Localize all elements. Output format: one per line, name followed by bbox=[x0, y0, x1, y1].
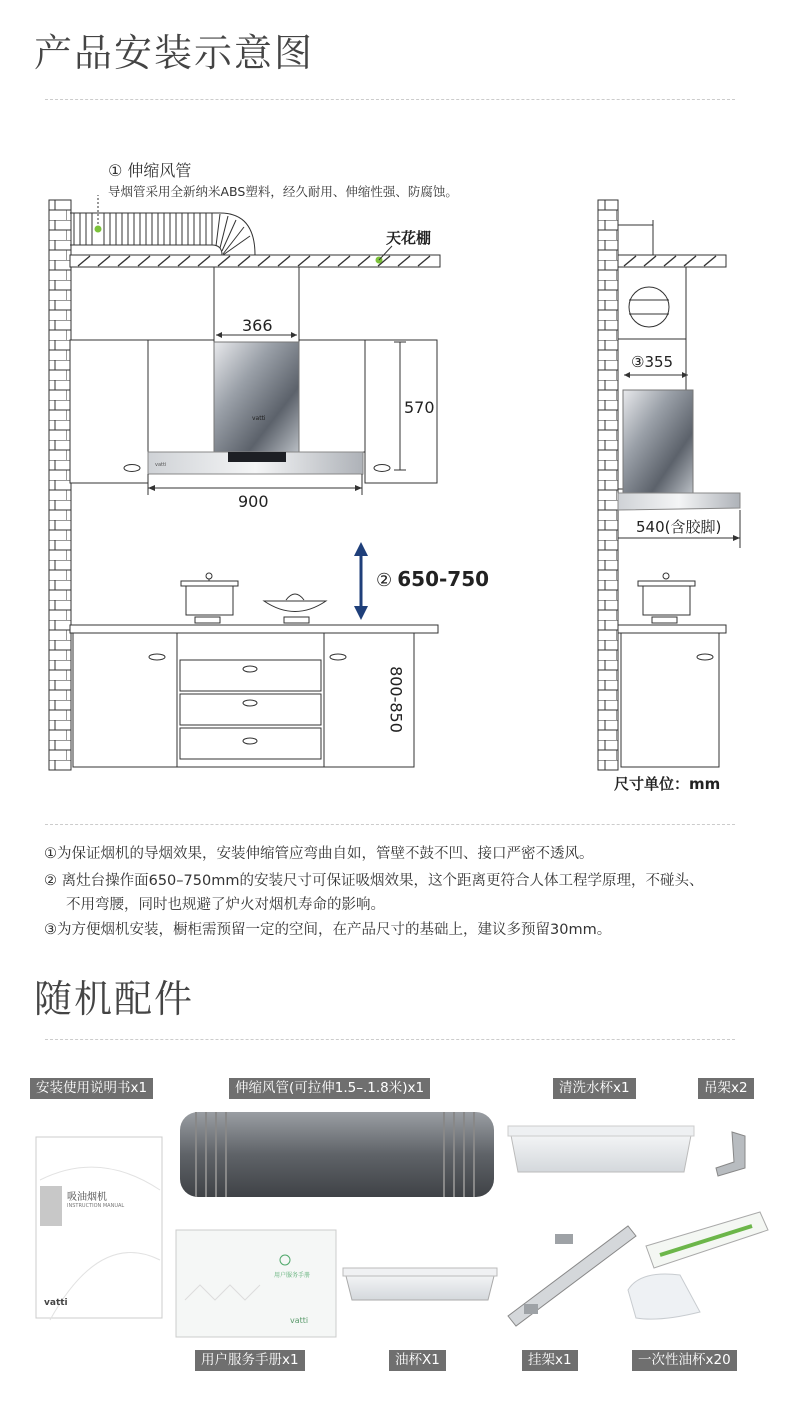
service-book-brand: vatti bbox=[290, 1316, 309, 1325]
left-wall bbox=[49, 200, 71, 770]
counter-height-label: 800-850 bbox=[386, 666, 406, 733]
dimension-366: 366 bbox=[242, 316, 273, 335]
dimension-900: 900 bbox=[238, 492, 269, 511]
accessory-label-disposable-cups: 一次性油杯x20 bbox=[632, 1350, 737, 1371]
cleaning-cup-image bbox=[508, 1126, 694, 1172]
note-2a: ② 离灶台操作面650–750mm的安装尺寸可保证吸烟效果，这个距离更符合人体工程学原理，不碰头、 bbox=[44, 873, 704, 889]
height-label bbox=[376, 567, 489, 591]
side-dimension-355: ③355 bbox=[631, 353, 674, 371]
duct-marker-dot bbox=[95, 226, 102, 233]
hanging-rack-image bbox=[508, 1226, 636, 1326]
note-2b: 不用弯腰，同时也规避了炉火对烟机寿命的影响。 bbox=[66, 897, 385, 913]
service-book-label: 用户服务手册 bbox=[274, 1272, 311, 1279]
section-title-accessories: 随机配件 bbox=[34, 977, 195, 1021]
service-book-image bbox=[176, 1230, 336, 1337]
divider bbox=[45, 99, 735, 100]
svg-text:vatti: vatti bbox=[252, 415, 266, 422]
manual-brand: vatti bbox=[44, 1298, 68, 1308]
cookware bbox=[181, 573, 326, 623]
manual-image bbox=[36, 1137, 162, 1320]
disposable-cups-image bbox=[628, 1212, 768, 1319]
side-duct bbox=[629, 287, 669, 327]
manual-title: 吸油烟机 bbox=[67, 1192, 107, 1203]
accessory-label-duct: 伸缩风管(可拉伸1.5–.1.8米)x1 bbox=[229, 1078, 430, 1099]
height-label-value: 650-750 bbox=[397, 567, 490, 591]
dimension-570: 570 bbox=[404, 398, 435, 417]
height-label-prefix: ② bbox=[376, 570, 393, 591]
divider bbox=[45, 1039, 735, 1040]
divider bbox=[45, 824, 735, 825]
bracket-image bbox=[716, 1132, 745, 1176]
accessories-illustration bbox=[0, 1100, 790, 1350]
duct-image bbox=[180, 1112, 494, 1197]
accessory-label-cup: 清洗水杯x1 bbox=[553, 1078, 636, 1099]
accessory-label-oil-cup: 油杯X1 bbox=[389, 1350, 446, 1371]
manual-subtitle: INSTRUCTION MANUAL bbox=[67, 1203, 125, 1209]
note-1: ①为保证烟机的导烟效果，安装伸缩管应弯曲自如，管壁不鼓不凹、接口严密不透风。 bbox=[44, 846, 594, 862]
oil-cup-image bbox=[343, 1268, 497, 1300]
accessory-label-manual: 安装使用说明书x1 bbox=[30, 1078, 153, 1099]
accessory-label-hanging-rack: 挂架x1 bbox=[522, 1350, 578, 1371]
height-arrow bbox=[354, 542, 368, 620]
svg-text:vatti: vatti bbox=[155, 462, 167, 468]
duct-callout-desc: 导烟管采用全新纳米ABS塑料，经久耐用、伸缩性强、防腐蚀。 bbox=[108, 184, 458, 199]
side-wall bbox=[598, 200, 618, 770]
section-title-installation: 产品安装示意图 bbox=[34, 31, 315, 75]
side-dimension-540: 540(含胶脚) bbox=[636, 518, 722, 536]
note-3: ③为方便烟机安装，橱柜需预留一定的空间，在产品尺寸的基础上，建议多预留30mm。 bbox=[44, 922, 612, 938]
duct-callout-title: ① 伸缩风管 bbox=[108, 161, 192, 180]
unit-label: 尺寸单位：mm bbox=[614, 775, 721, 793]
ceiling-label: 天花棚 bbox=[386, 229, 432, 247]
accessory-label-service-book: 用户服务手册x1 bbox=[195, 1350, 305, 1371]
accessory-label-hanger: 吊架x2 bbox=[698, 1078, 754, 1099]
